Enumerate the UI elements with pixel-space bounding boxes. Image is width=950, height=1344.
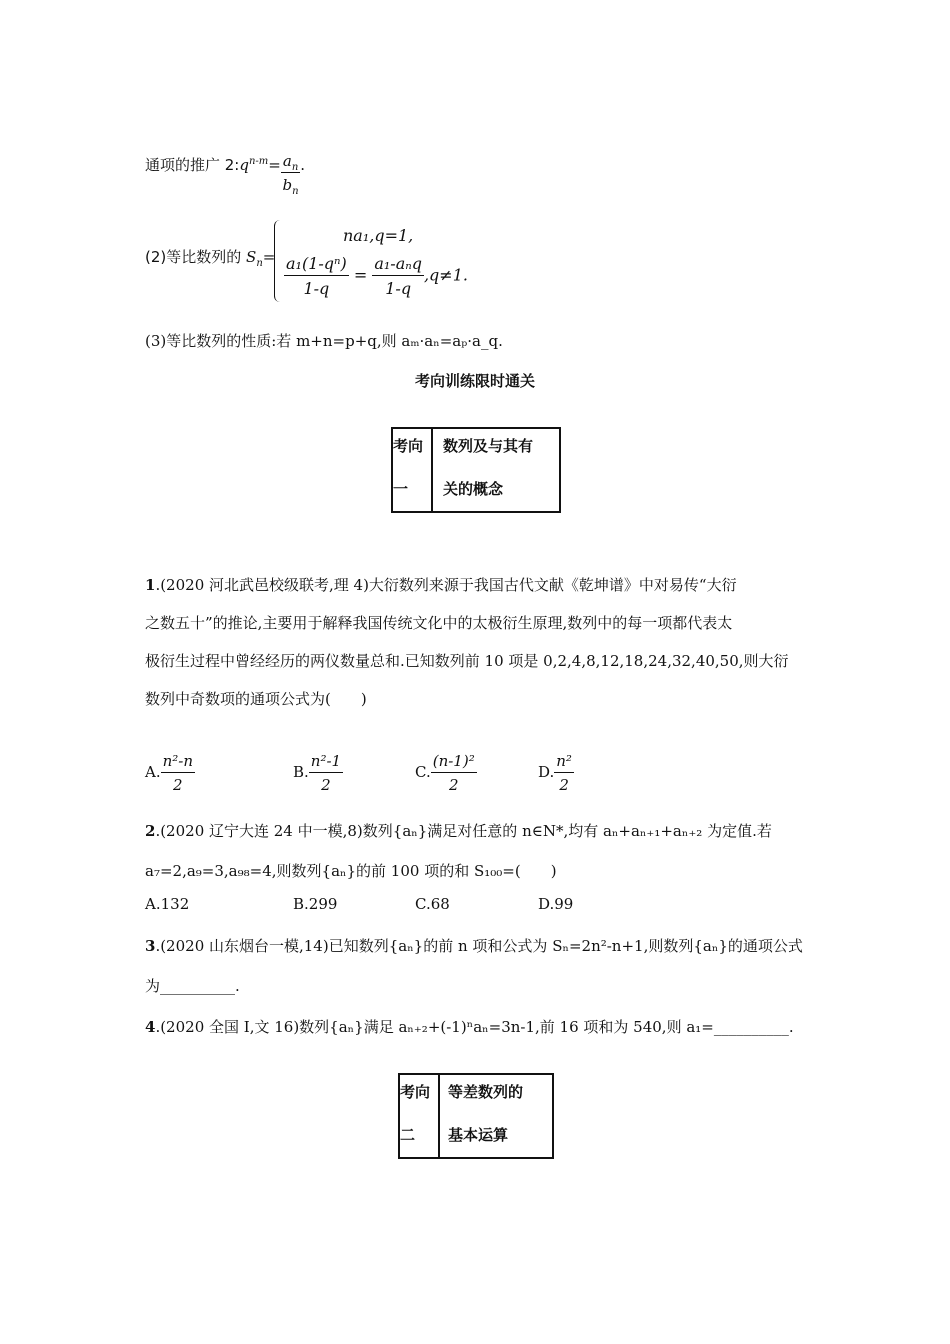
q2-option-a[interactable]: A.132	[145, 895, 190, 913]
question-4: 4.(2020 全国 Ⅰ,文 16)数列{aₙ}满足 aₙ₊₂+(-1)ⁿaₙ=3n-1,前 16 项和为 540,则 a₁=__________.	[145, 1018, 794, 1036]
question-2: 2.(2020 辽宁大连 24 中一模,8)数列{aₙ}满足对任意的 n∈N*,均有 aₙ+aₙ₊₁+aₙ₊₂ 为定值.若 a₇=2,a₉=3,a₉₈=4,则数列{aₙ}的前 100 项的和 S₁₀₀=( )	[145, 822, 772, 880]
geometric-sum-label: (2)等比数列的 $S_n=$	[145, 248, 276, 269]
fraction-an-bn: $\frac{a_n}{b_n}$	[282, 152, 299, 197]
q2-option-c[interactable]: C.68	[415, 895, 450, 913]
geometric-property: (3)等比数列的性质:若 m+n=p+q,则 aₘ·aₙ=aₚ·a_q.	[145, 332, 503, 350]
sum-case-q-equals-1: na₁,q=1,	[343, 226, 414, 245]
q1-option-c[interactable]: C. $\frac{\text{(n-1)²}}{2}$	[415, 752, 475, 794]
question-1: 1.(2020 河北武邑校级联考,理 4)大衍数列来源于我国古代文献《乾坤谱》中对易传“大衍 之数五十”的推论,主要用于解释我国传统文化中的太极衍生原理,数列中的每一项都代表太 极衍生过程中曾经经历的两仪数量总和.已知数列前 10 项是 0,2,4,8,12,18,24,32,40,50,则大衍 数列中奇数项的通项公式为( )	[145, 576, 789, 708]
q1-option-b[interactable]: B. $\frac{\text{n²-1}}{2}$	[293, 752, 342, 794]
q2-option-d[interactable]: D.99	[538, 895, 574, 913]
q1-option-a[interactable]: A. $\frac{\text{n²-n}}{2}$	[145, 752, 194, 794]
section-title: 考向训练限时通关	[414, 372, 535, 390]
piecewise-brace	[274, 220, 283, 302]
topic-box-1: 考向 一 数列及与其有 关的概念	[391, 427, 561, 513]
sum-case-q-not-1: $\frac{\text{a₁(1-qⁿ)}}{1-q}$ = $\frac{\text{a₁-aₙq}}{1-q}$ ,q≠1.	[286, 254, 468, 298]
formula-generalization: 通项的推广 $2:q^{n-m}=$ $\frac{a_n}{b_n}$ .	[145, 152, 306, 197]
question-3: 3.(2020 山东烟台一模,14)已知数列{aₙ}的前 n 项和公式为 Sₙ=2n²-n+1,则数列{aₙ}的通项公式 为__________.	[145, 937, 803, 995]
topic-box-2: 考向 二 等差数列的 基本运算	[398, 1073, 554, 1159]
q1-option-d[interactable]: D. $\frac{\text{n²}}{2}$	[538, 752, 572, 794]
q2-option-b[interactable]: B.299	[293, 895, 338, 913]
